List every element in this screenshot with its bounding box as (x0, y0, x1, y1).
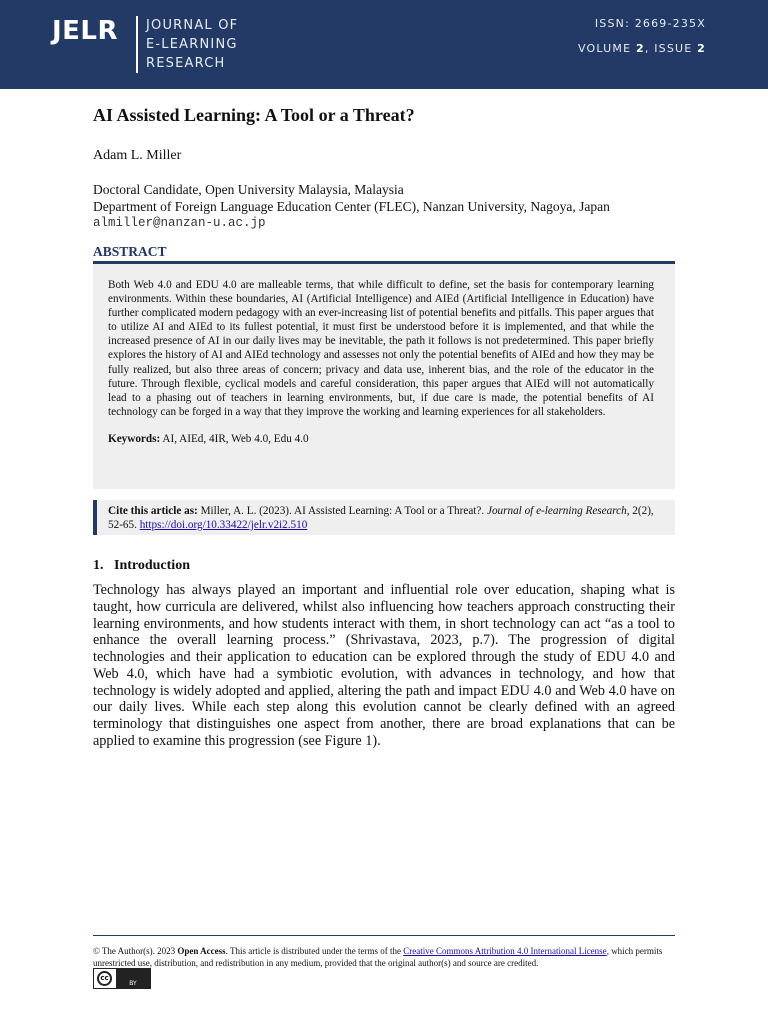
citation-label: Cite this article as: (108, 505, 198, 517)
volume-number: 2 (635, 42, 645, 55)
logo-divider (136, 16, 138, 73)
journal-name (146, 16, 238, 73)
cc-circle-icon: cc (97, 971, 112, 986)
affiliation-line-1: Doctoral Candidate, Open University Malaysia, Malaysia (93, 182, 404, 197)
volume-issue: VOLUME 2, ISSUE 2 (577, 42, 706, 55)
citation-text: Miller, A. L. (2023). AI Assisted Learning: A Tool or a Threat?. (200, 505, 485, 517)
license-link[interactable]: Creative Commons Attribution 4.0 International License (403, 946, 607, 956)
keywords-label: Keywords: (108, 432, 161, 445)
journal-name-line-2: E-LEARNING (146, 37, 238, 52)
keywords-list: AI, AIEd, 4IR, Web 4.0, Edu 4.0 (162, 432, 309, 445)
journal-logo: JELR (52, 16, 119, 46)
open-access-label: Open Access (177, 946, 226, 956)
footer-rule (93, 935, 675, 936)
abstract-text: Both Web 4.0 and EDU 4.0 are malleable terms, that while difficult to define, set the basis for contemporary learning environments. Within these boundaries, AI (Artificial Intelligence) and AIEd (Artificial Intelligence in Education) have further complicated modern pedagogy with an ever-increasing list of potential benefits and pitfalls. This paper argues that to utilize AI and AIEd to its fullest potential, it must first be understood before it is implemented, and that while the increased presence of AI in our daily lives may be inevitable, the path it follows is not predetermined. This paper briefly explores the history of AI and AIEd technology and assesses not only the potential benefits of AIEd and how they may be fully realized, but also three areas of concern; privacy and data use, inherent bias, and the role of the educator in the future. Through flexible, cyclical models and careful consideration, this paper argues that AIEd will not automatically lead to a phasing out of teachers in learning environments, but, if due care is made, the potential benefits of AI technology can be forged in a way that they improve the working and learning experiences for all stakeholders. (108, 279, 654, 418)
license-post: , which permits unrestricted use, distribution, and redistribution in any medium, provided that the original author(s) and source are credited. (93, 946, 663, 968)
abstract-heading: ABSTRACT (93, 244, 167, 259)
license-notice (93, 945, 693, 969)
by-label: BY (116, 969, 150, 988)
abstract-box (93, 264, 675, 489)
issue-number: 2 (697, 42, 706, 55)
doi-link[interactable]: https://doi.org/10.33422/jelr.v2i2.510 (139, 519, 308, 531)
copyright: © The Author(s). 2023 (93, 946, 176, 956)
journal-name-line-3: RESEARCH (146, 56, 226, 71)
cc-by-badge-icon[interactable] (93, 968, 151, 989)
keywords (108, 432, 654, 446)
author-email[interactable]: almiller@nanzan-u.ac.jp (93, 216, 266, 230)
citation-details: , 2(2), 52-65. (108, 505, 654, 531)
license-pre: . This article is distributed under the terms of the (225, 946, 401, 956)
volume-label: VOLUME (577, 42, 632, 55)
article-title: AI Assisted Learning: A Tool or a Threat? (93, 105, 415, 125)
section-heading-introduction: 1. Introduction (93, 558, 190, 573)
affiliation-line-2: Department of Foreign Language Education Center (FLEC), Nanzan University, Nagoya, Japan (93, 199, 610, 214)
issue-label: ISSUE (654, 42, 693, 55)
issn: ISSN: 2669-235X (594, 17, 706, 30)
author-affiliation (93, 181, 610, 232)
citation-box (93, 500, 675, 535)
journal-header (0, 0, 768, 89)
citation-journal: Journal of e-learning Research (486, 505, 627, 517)
introduction-text: Technology has always played an important and influential role over education, shaping what is taught, how curricula are delivered, whilst also influencing how teachers approach constructing their learning environments, and how students interact with them, in short technology can act “as a tool to enhance the overall learning process.” (Shrivastava, 2023, p.7). The progression of digital technologies and their application to education can be explored through the study of EDU 4.0 and Web 4.0, which have had a symbiotic evolution, with advances in technology, and how that technology is widely adopted and applied, altering the path and impact EDU 4.0 and Web 4.0 have on our daily lives. While each step along this evolution cannot be clearly defined with an agreed terminology that distinguishes one aspect from another, there are broad explanations that can be applied to examine this progression (see Figure 1). (93, 582, 675, 749)
journal-name-line-1: JOURNAL OF (146, 18, 239, 33)
author-name: Adam L. Miller (93, 148, 182, 163)
